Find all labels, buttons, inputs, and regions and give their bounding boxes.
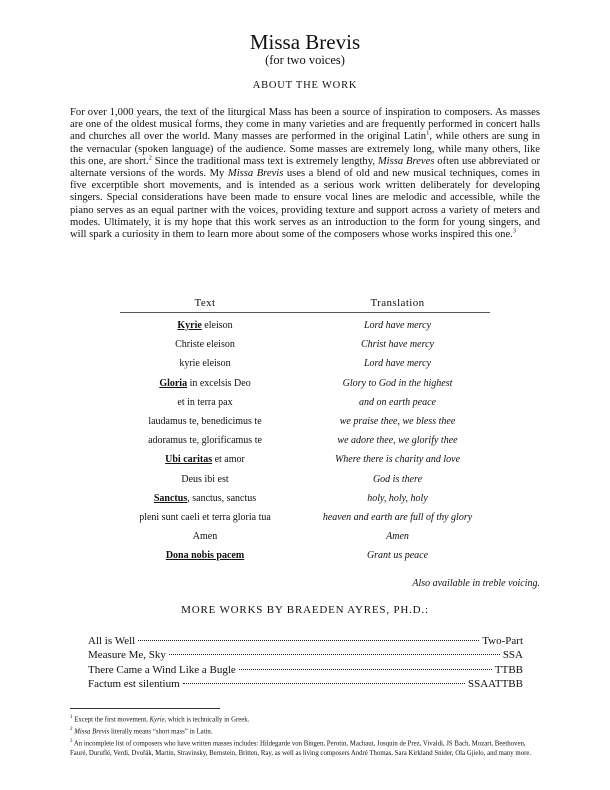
latin-text-rest: et amor — [212, 454, 245, 466]
latin-text-rest: Amen — [192, 531, 218, 543]
movement-title: Gloria — [159, 377, 188, 389]
table-row — [120, 334, 490, 353]
latin-text — [120, 320, 290, 331]
about-text-4: often use abbreviated or alternate versions of the words. My — [70, 155, 541, 180]
latin-text — [120, 397, 290, 408]
about-text-5: uses a blend of old and new musical techniques, comes in five excerptible short movements, and is intended as a serious work written deliberately for developing singers. Special considerations have been made to ensure vocal lines are melodic and accessible, while the piano serves as an equal partner with the voices, providing texture and support across a variety of meters and modes. Ultimately, it is my hope that this work serves as an introduction to the form for young singers, and will spark a curiosity in them to learn more about some of the composers whose works inspired this one. — [70, 168, 540, 241]
latin-text-rest: et in terra pax — [177, 396, 233, 408]
footnote-2 — [70, 725, 542, 737]
latin-text-rest: eleison — [201, 320, 233, 331]
work-title: Factum est silentium — [88, 677, 180, 690]
english-translation: and on earth peace — [359, 396, 436, 408]
english-translation: Grant us peace — [366, 550, 429, 562]
about-text-2: , while others are sung in the vernacular (spoken language) of the audience. Some masses are extremely long, while many others, like this one, are short. — [70, 131, 540, 167]
dot-leader — [183, 683, 465, 684]
latin-text — [120, 416, 290, 427]
about-text-3: Since the traditional mass text is extremely lengthy, — [151, 155, 378, 167]
footnote-number: 2 — [70, 726, 73, 732]
footnote-ref-3: 3 — [512, 227, 517, 235]
list-item — [88, 649, 523, 663]
about-emphasis-1: Missa Breves — [377, 155, 435, 167]
about-paragraph — [70, 107, 540, 241]
about-emphasis-2: Missa Brevis — [227, 168, 284, 180]
latin-text — [120, 435, 290, 446]
english-translation: heaven and earth are full of thy glory — [322, 511, 473, 523]
page-title: Missa Brevis — [249, 30, 361, 54]
list-item — [88, 635, 523, 649]
table-row — [120, 411, 490, 430]
footnotes — [70, 713, 542, 758]
footnote-ref-2: 2 — [148, 154, 152, 162]
latin-text-rest: laudamus te, benedicimus te — [148, 415, 262, 427]
latin-text — [120, 339, 290, 350]
table-row — [120, 373, 490, 392]
dot-leader — [138, 640, 479, 641]
about-text-1: For over 1,000 years, the text of the liturgical Mass has been a source of inspiration to composers. As masses are one of the oldest musical forms, they come in many varieties and are frequently performed in concert halls and churches all over the world. Many masses are performed in the original Latin — [70, 107, 540, 143]
column-header-text: Text — [194, 297, 216, 309]
footnote-text: An incomplete list of composers who have written masses includes: Hildegarde von Bingen, Perotin, Machaut, Josquin de Prez, Vivaldi, JS Bach, Mozart, Beethoven, Fauré, Duruflé, Verdi, Dvořák, Martin, Stravinsky, Bernstein, Britten, Ray, as well as living composers André Thomas, Sara Kirkland Snider, Ola Gjielo, and many more. — [70, 739, 532, 757]
table-header — [120, 297, 490, 313]
footnote-3 — [70, 737, 542, 758]
footnote-emphasis: Kyrie — [149, 716, 165, 724]
table-row — [120, 526, 490, 545]
movement-title: Kyrie — [177, 320, 202, 331]
text-translation-table — [120, 297, 490, 564]
latin-text-rest: Christe eleison — [175, 339, 235, 351]
work-voicing: SSAATTBB — [467, 677, 523, 690]
latin-text — [120, 454, 290, 465]
movement-title: Dona nobis pacem — [165, 550, 245, 562]
work-title: Measure Me, Sky — [88, 649, 166, 662]
english-translation: Amen — [386, 531, 409, 543]
work-voicing: SSA — [502, 649, 523, 662]
english-translation: we praise thee, we bless thee — [339, 415, 456, 427]
work-voicing: Two-Part — [482, 635, 523, 647]
latin-text-rest: adoramus te, glorificamus te — [148, 435, 262, 447]
table-row — [120, 545, 490, 564]
english-translation: God is there — [372, 473, 423, 485]
footnote-emphasis: Missa Brevis — [74, 728, 110, 736]
latin-text-rest: Deus ibi est — [181, 473, 229, 485]
table-row — [120, 353, 490, 372]
latin-text — [120, 358, 290, 369]
column-header-translation: Translation — [370, 297, 425, 309]
work-voicing: TTBB — [494, 663, 523, 676]
work-title: There Came a Wind Like a Bugle — [88, 663, 236, 676]
latin-text — [120, 531, 290, 542]
latin-text-rest: , sanctus, sanctus — [187, 492, 257, 504]
latin-text-rest: pleni sunt caeli et terra gloria tua — [139, 511, 271, 523]
latin-text — [120, 512, 290, 523]
latin-text — [120, 550, 290, 561]
treble-voicing-note: Also available in treble voicing. — [412, 578, 540, 589]
work-title: All is Well — [88, 635, 136, 647]
list-item — [88, 664, 523, 678]
english-translation: Lord have mercy — [363, 358, 432, 370]
english-translation: we adore thee, we glorify thee — [337, 435, 458, 447]
table-row — [120, 315, 490, 334]
english-translation: Glory to God in the highest — [342, 377, 453, 389]
movement-title: Ubi caritas — [165, 454, 213, 466]
table-row — [120, 449, 490, 468]
page-subtitle: (for two voices) — [265, 53, 345, 67]
english-translation: holy, holy, holy — [367, 492, 428, 504]
footnote-number: 3 — [70, 738, 73, 744]
dot-leader — [239, 669, 492, 670]
english-translation: Where there is charity and love — [334, 454, 461, 466]
english-translation: Lord have mercy — [363, 320, 432, 331]
works-list — [88, 635, 523, 692]
footnote-text: literally means “short mass” in Latin. — [109, 728, 213, 736]
dot-leader — [169, 654, 500, 655]
footnote-number: 1 — [70, 715, 73, 720]
latin-text-rest: in excelsis Deo — [187, 377, 251, 389]
footnote-1 — [70, 713, 542, 725]
table-row — [120, 392, 490, 411]
latin-text — [120, 493, 290, 504]
table-row — [120, 507, 490, 526]
movement-title: Sanctus — [153, 492, 188, 504]
about-heading: ABOUT THE WORK — [252, 80, 358, 91]
footnote-text: Except the first movement, — [72, 716, 150, 724]
table-row — [120, 488, 490, 507]
footnote-divider — [70, 708, 220, 709]
footnote-ref-1: 1 — [426, 129, 430, 137]
english-translation: Christ have mercy — [361, 339, 434, 351]
latin-text — [120, 378, 290, 389]
list-item — [88, 678, 523, 692]
latin-text — [120, 474, 290, 485]
more-works-heading: MORE WORKS BY BRAEDEN AYRES, PH.D.: — [181, 604, 429, 616]
latin-text-rest: kyrie eleison — [179, 358, 231, 370]
table-row — [120, 430, 490, 449]
table-body — [120, 313, 490, 564]
table-row — [120, 469, 490, 488]
footnote-text: , which is technically in Greek. — [164, 716, 250, 724]
